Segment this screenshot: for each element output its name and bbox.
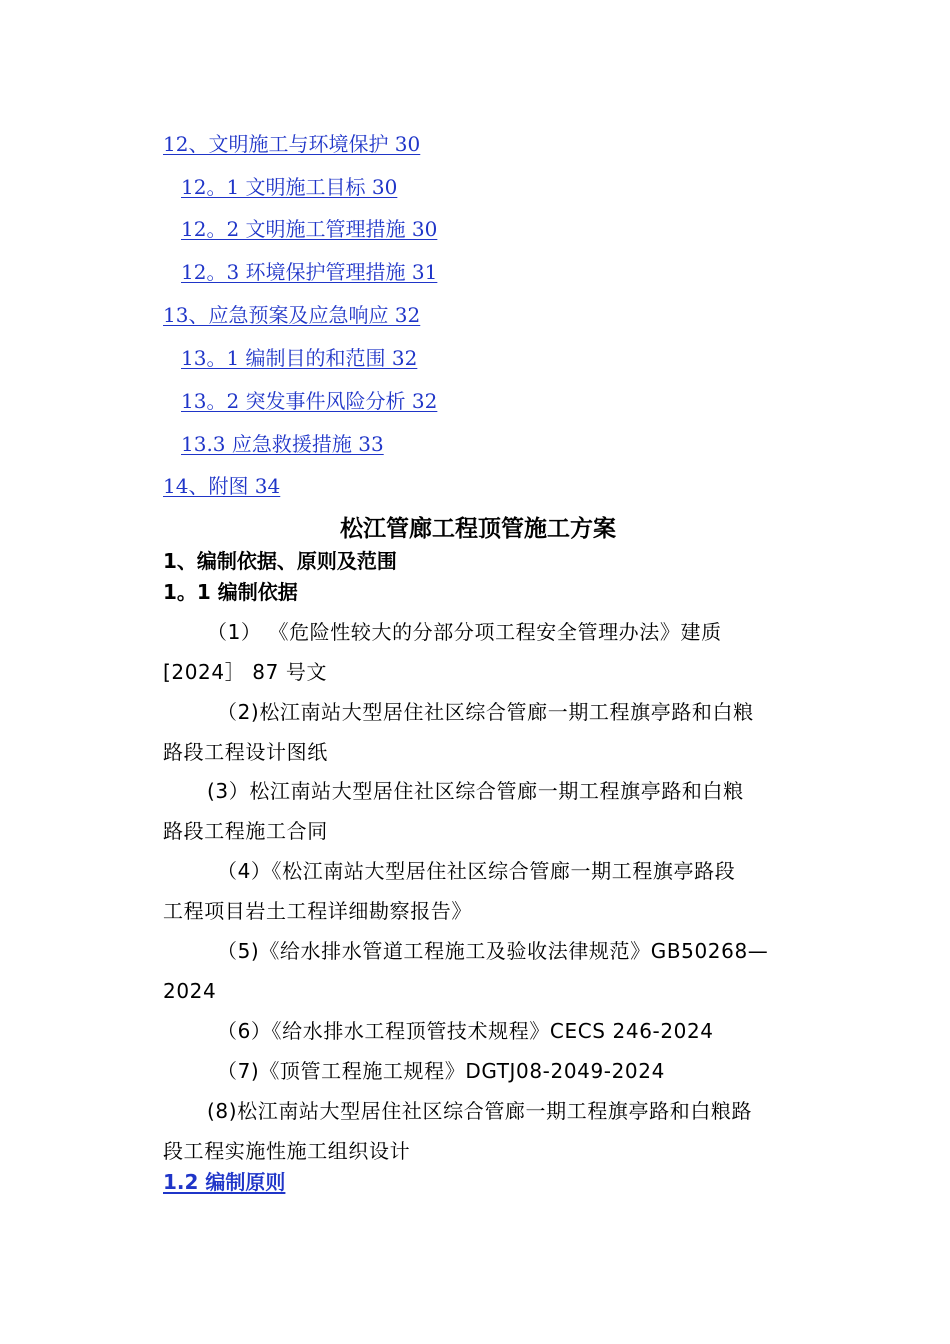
basis-item-line: （5)《给水排水管道工程施工及验收法律规范》GB50268— [217,939,769,963]
toc-entry[interactable] [163,473,280,499]
toc-link[interactable]: 12。2 文明施工管理措施 30 [181,217,438,241]
subsection-heading-link[interactable]: 1.2 编制原则 [163,1170,286,1194]
basis-item-5 [163,931,791,1011]
toc-link[interactable]: 14、附图 34 [163,474,281,498]
toc-entry[interactable] [163,302,420,328]
toc-link[interactable]: 13.3 应急救援措施 33 [181,432,384,456]
subsection-heading: 1。1 编制依据 [163,580,298,604]
basis-item-3 [163,771,791,851]
basis-item-7 [163,1051,791,1091]
toc-entry[interactable] [181,345,417,371]
basis-item-line: （7)《顶管工程施工规程》DGTJ08-2049-2024 [217,1059,665,1083]
basis-item-6 [163,1011,791,1051]
basis-item-line: （2)松江南站大型居住社区综合管廊一期工程旗亭路和白粮 [217,700,754,724]
toc-link[interactable]: 13、应急预案及应急响应 32 [163,303,421,327]
basis-item-line: 2024 [163,979,217,1003]
basis-item-line: (8)松江南站大型居住社区综合管廊一期工程旗亭路和白粮路 [207,1099,753,1123]
basis-item-4 [163,851,791,931]
basis-item-2 [163,692,791,772]
document-title: 松江管廊工程顶管施工方案 [340,516,616,542]
basis-item-8 [163,1091,791,1171]
basis-item-line: （4）《松江南站大型居住社区综合管廊一期工程旗亭路段 [217,859,736,883]
basis-item-line: 段工程实施性施工组织设计 [163,1139,411,1163]
toc-entry[interactable] [181,216,437,242]
basis-item-line: (3）松江南站大型居住社区综合管廊一期工程旗亭路和白粮 [207,779,744,803]
toc-link[interactable]: 12。1 文明施工目标 30 [181,175,398,199]
toc-link[interactable]: 12。3 环境保护管理措施 31 [181,260,438,284]
toc-entry[interactable] [181,431,384,457]
toc-entry[interactable] [181,174,397,200]
section-heading: 1、编制依据、原则及范围 [163,549,397,573]
basis-item-line: （6）《给水排水工程顶管技术规程》CECS 246-2024 [217,1019,714,1043]
basis-item-line: 工程项目岩土工程详细勘察报告》 [163,899,472,923]
basis-item-line: [2024］ 87 号文 [163,660,328,684]
toc-link[interactable]: 13。2 突发事件风险分析 32 [181,389,438,413]
toc-entry[interactable] [181,259,437,285]
toc-entry[interactable] [181,388,437,414]
toc-entry[interactable] [163,131,420,157]
toc-link[interactable]: 12、文明施工与环境保护 30 [163,132,421,156]
basis-item-1 [163,612,791,692]
basis-item-line: （1） 《危险性较大的分部分项工程安全管理办法》建质 [207,620,722,644]
basis-item-line: 路段工程设计图纸 [163,740,328,764]
toc-link[interactable]: 13。1 编制目的和范围 32 [181,346,418,370]
basis-item-line: 路段工程施工合同 [163,819,328,843]
